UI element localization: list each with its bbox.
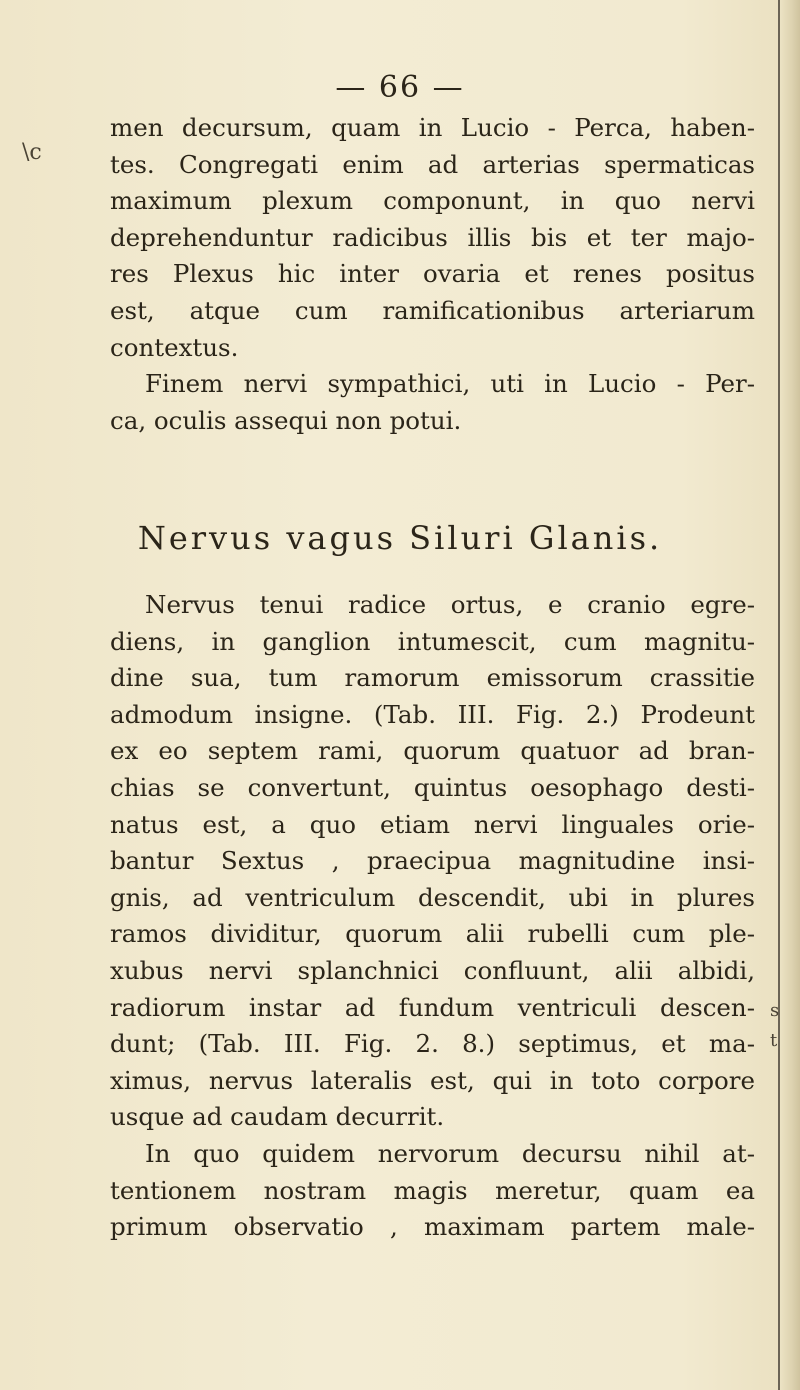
text-line: contextus. bbox=[110, 332, 239, 362]
text-line: radiorum instar ad fundum ventriculi descen- bbox=[110, 992, 755, 1022]
paragraph-2 bbox=[110, 366, 755, 439]
text-line: usque ad caudam decurrit. bbox=[110, 1102, 445, 1132]
text-line: In quo quidem nervorum decursu nihil at- bbox=[145, 1139, 755, 1168]
margin-mark-right-a: s bbox=[770, 1000, 780, 1021]
text-line: tentionem nostram magis meretur, quam ea bbox=[110, 1175, 755, 1205]
text-line: dine sua, tum ramorum emissorum crassitie bbox=[110, 663, 755, 693]
text-line: ex eo septem rami, quorum quatuor ad bran- bbox=[110, 736, 755, 766]
text-line: primum observatio , maximam partem male- bbox=[110, 1212, 755, 1242]
text-line: dunt; (Tab. III. Fig. 2. 8.) septimus, et ma- bbox=[110, 1029, 755, 1059]
margin-mark-left: \c bbox=[22, 140, 42, 165]
text-line: deprehenduntur radicibus illis bis et ter majo- bbox=[110, 222, 755, 252]
text-line: tes. Congregati enim ad arterias spermaticas bbox=[110, 149, 755, 179]
text-line: est, atque cum ramificationibus arteriarum bbox=[110, 295, 755, 325]
paragraph-4 bbox=[110, 1136, 755, 1246]
text-line: ca, oculis assequi non potui. bbox=[110, 405, 462, 435]
paragraph-1 bbox=[110, 110, 755, 366]
text-line: ramos dividitur, quorum alii rubelli cum ple- bbox=[110, 919, 755, 949]
page-number: — 66 — bbox=[335, 70, 465, 105]
text-line: men decursum, quam in Lucio - Perca, haben- bbox=[110, 113, 755, 142]
text-line: Nervus tenui radice ortus, e cranio egre- bbox=[145, 590, 755, 619]
text-line: admodum insigne. (Tab. III. Fig. 2.) Prodeunt bbox=[110, 699, 755, 729]
text-line: chias se convertunt, quintus oesophago desti- bbox=[110, 772, 755, 802]
text-line: xubus nervi splanchnici confluunt, alii albidi, bbox=[110, 955, 755, 985]
text-line: Finem nervi sympathici, uti in Lucio - Per- bbox=[145, 369, 755, 398]
text-line: maximum plexum componunt, in quo nervi bbox=[110, 186, 755, 216]
text-line: natus est, a quo etiam nervi linguales orie- bbox=[110, 809, 755, 839]
text-line: diens, in ganglion intumescit, cum magnitu- bbox=[110, 626, 755, 656]
margin-mark-right-b: t bbox=[770, 1030, 778, 1051]
text-line: bantur Sextus , praecipua magnitudine insi- bbox=[110, 846, 755, 876]
paragraph-3 bbox=[110, 587, 755, 1136]
text-line: gnis, ad ventriculum descendit, ubi in plures bbox=[110, 882, 755, 912]
section-heading: Nervus vagus Siluri Glanis. bbox=[137, 519, 663, 557]
text-line: ximus, nervus lateralis est, qui in toto corpore bbox=[110, 1065, 755, 1095]
text-line: res Plexus hic inter ovaria et renes positus bbox=[110, 259, 755, 289]
page-edge-shadow bbox=[778, 0, 800, 1390]
